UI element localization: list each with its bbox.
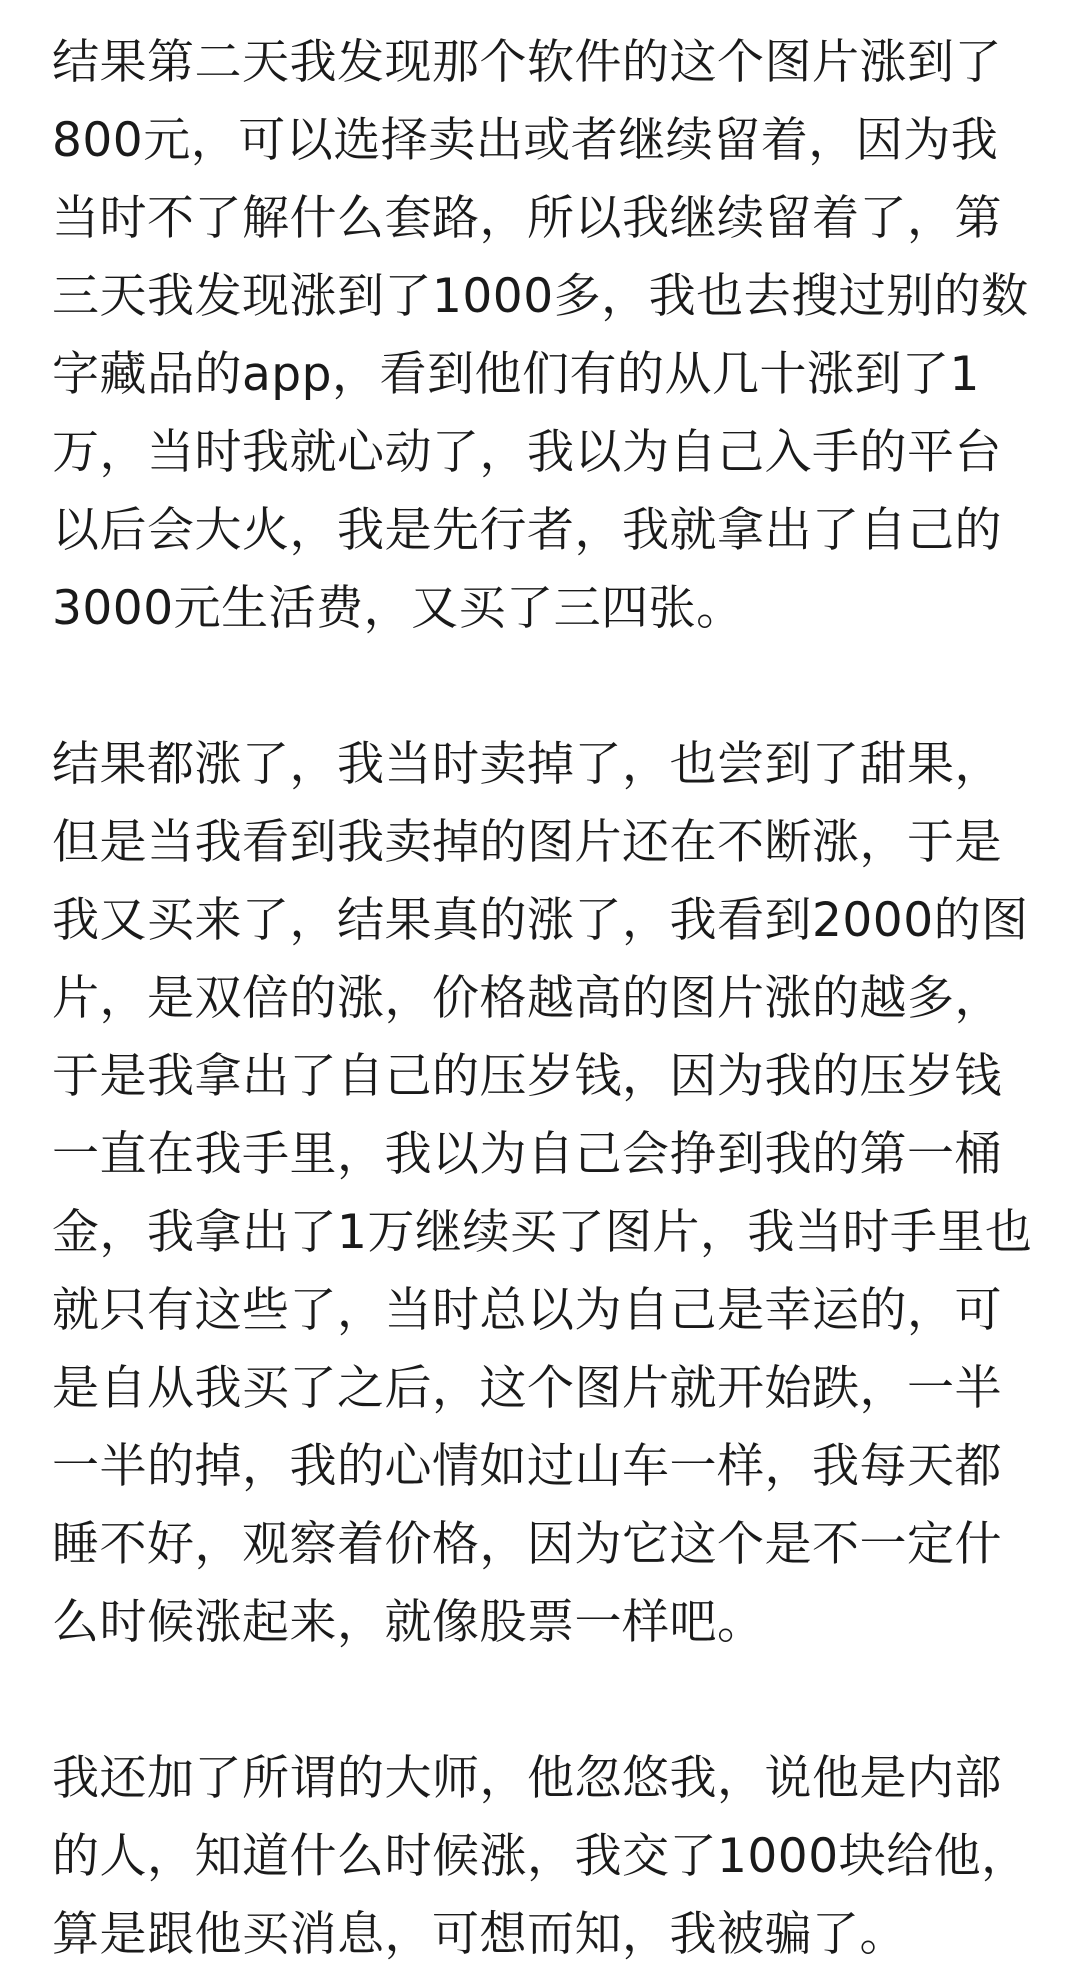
text-line: 万，当时我就心动了，我以为自己入手的平台	[52, 425, 1002, 480]
text-line: 一半的掉，我的心情如过山车一样，我每天都	[52, 1439, 1002, 1494]
text-line: 字藏品的app，看到他们有的从几十涨到了1	[52, 347, 980, 402]
text-line: 么时候涨起来，就像股票一样吧。	[52, 1595, 765, 1650]
text-line: 结果都涨了，我当时卖掉了，也尝到了甜果，	[52, 737, 1002, 792]
text-line: 金，我拿出了1万继续买了图片，我当时手里也	[52, 1205, 1033, 1260]
paragraph-3	[52, 1740, 1028, 1974]
text-line: 3000元生活费，又买了三四张。	[52, 581, 744, 636]
text-line: 我还加了所谓的大师，他忽悠我，说他是内部	[52, 1751, 1002, 1806]
paragraph-2	[52, 726, 1033, 1662]
text-line: 我又买来了，结果真的涨了，我看到2000的图	[52, 893, 1029, 948]
text-line: 睡不好，观察着价格，因为它这个是不一定什	[52, 1517, 1002, 1572]
text-line: 以后会大火，我是先行者，我就拿出了自己的	[52, 503, 1002, 558]
text-line: 就只有这些了，当时总以为自己是幸运的，可	[52, 1283, 1002, 1338]
text-line: 三天我发现涨到了1000多，我也去搜过别的数	[52, 269, 1029, 324]
text-line: 于是我拿出了自己的压岁钱，因为我的压岁钱	[52, 1049, 1002, 1104]
text-line: 算是跟他买消息，可想而知，我被骗了。	[52, 1907, 907, 1962]
text-line: 是自从我买了之后，这个图片就开始跌，一半	[52, 1361, 1002, 1416]
text-line: 结果第二天我发现那个软件的这个图片涨到了	[52, 35, 1002, 90]
text-line: 800元，可以选择卖出或者继续留着，因为我	[52, 113, 999, 168]
text-line: 的人，知道什么时候涨，我交了1000块给他，	[52, 1829, 1029, 1884]
text-line: 但是当我看到我卖掉的图片还在不断涨，于是	[52, 815, 1002, 870]
text-line: 一直在我手里，我以为自己会挣到我的第一桶	[52, 1127, 1002, 1182]
text-line: 当时不了解什么套路，所以我继续留着了，第	[52, 191, 1002, 246]
text-line: 片，是双倍的涨，价格越高的图片涨的越多，	[52, 971, 1002, 1026]
paragraph-1	[52, 24, 1028, 648]
